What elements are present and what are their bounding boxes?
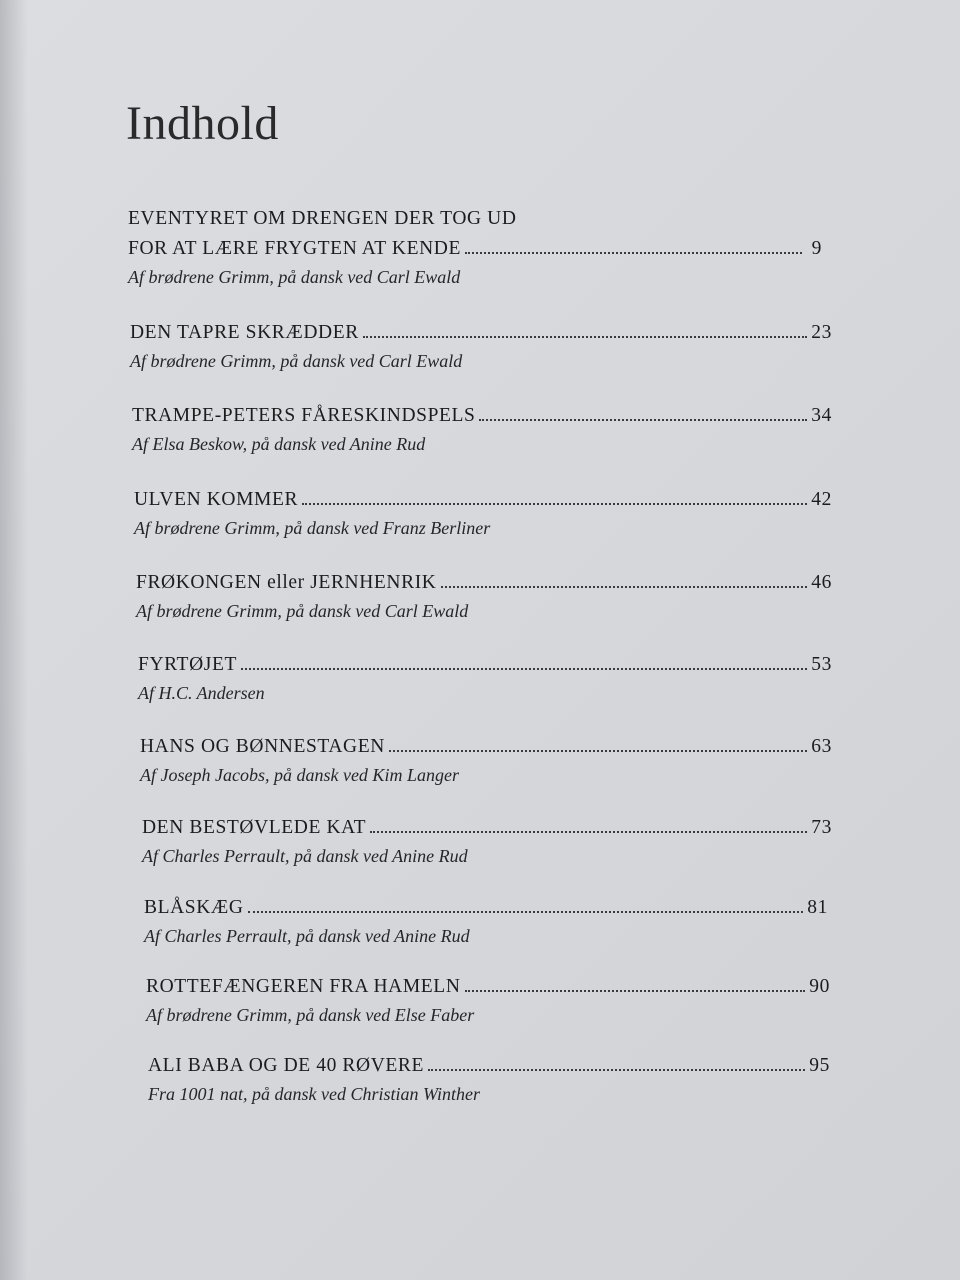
dot-leader — [441, 585, 808, 588]
toc-entry-title-row — [142, 813, 832, 843]
toc-entry-title-row — [128, 234, 822, 264]
toc-entry-byline: Af brødrene Grimm, på dansk ved Else Faber — [146, 1005, 475, 1025]
toc-entry-page-number: 9 — [811, 238, 822, 259]
toc-entry-title: FRØKONGEN eller JERNHENRIK — [136, 572, 437, 593]
toc-entry-byline: Af brødrene Grimm, på dansk ved Franz Berliner — [134, 518, 491, 538]
toc-entry — [148, 1051, 830, 1107]
toc-entry-byline: Af Charles Perrault, på dansk ved Anine Rud — [144, 926, 470, 946]
toc-entry-byline: Af Charles Perrault, på dansk ved Anine Rud — [142, 846, 468, 866]
dot-leader — [479, 418, 807, 421]
dot-leader — [302, 502, 807, 505]
toc-entry-title: ALI BABA OG DE 40 RØVERE — [148, 1055, 425, 1076]
toc-entry — [142, 813, 832, 869]
toc-entry-byline: Af brødrene Grimm, på dansk ved Carl Ewald — [136, 601, 469, 621]
toc-entry-page-number: 42 — [811, 489, 832, 510]
toc-entry-title-row — [132, 401, 832, 431]
toc-entry-page-number: 46 — [811, 572, 832, 593]
toc-entry — [138, 650, 832, 706]
toc-entry — [130, 318, 832, 374]
toc-entry — [144, 893, 828, 949]
toc-entry-page-number: 63 — [811, 736, 832, 757]
toc-entry-title-row — [144, 893, 828, 923]
dot-leader — [241, 667, 807, 670]
dot-leader — [248, 910, 804, 913]
toc-entry-title: TRAMPE-PETERS FÅRESKINDSPELS — [132, 405, 476, 426]
toc-entry-byline: Af Joseph Jacobs, på dansk ved Kim Langer — [140, 765, 459, 785]
toc-entry-byline: Af brødrene Grimm, på dansk ved Carl Ewald — [128, 267, 461, 287]
toc-entry-title: ULVEN KOMMER — [134, 489, 299, 510]
toc-entry-title-row — [130, 318, 832, 348]
toc-entry-title: BLÅSKÆG — [144, 897, 244, 918]
toc-entry-title: ROTTEFÆNGEREN FRA HAMELN — [146, 976, 461, 997]
dot-leader — [370, 830, 807, 833]
toc-entry-title: FYRTØJET — [138, 654, 237, 675]
toc-entry-title-row — [148, 1051, 830, 1081]
dot-leader — [465, 989, 806, 992]
toc-entry-page-number: 90 — [809, 976, 830, 997]
toc-entry-title: FOR AT LÆRE FRYGTEN AT KENDE — [128, 238, 461, 259]
toc-entry — [140, 732, 832, 788]
toc-entry-byline: Fra 1001 nat, på dansk ved Christian Winther — [148, 1084, 480, 1104]
toc-entry-page-number: 23 — [811, 322, 832, 343]
toc-entry-page-number: 81 — [807, 897, 828, 918]
dot-leader — [465, 251, 802, 254]
toc-entry-title-row — [140, 732, 832, 762]
toc-entry-page-number: 53 — [811, 654, 832, 675]
toc-entry-byline: Af Elsa Beskow, på dansk ved Anine Rud — [132, 434, 426, 454]
toc-entry — [136, 568, 832, 624]
toc-entry — [128, 204, 822, 290]
toc-entry-title: DEN BESTØVLEDE KAT — [142, 817, 367, 838]
toc-entry-title-row — [136, 568, 832, 598]
toc-entry — [132, 401, 832, 457]
toc-entry — [134, 485, 832, 541]
toc-entry-title-row — [138, 650, 832, 680]
dot-leader — [428, 1068, 805, 1071]
toc-entry-title: DEN TAPRE SKRÆDDER — [130, 322, 359, 343]
toc-entry-title-line-1: EVENTYRET OM DRENGEN DER TOG UD — [128, 208, 517, 229]
toc-entry-byline: Af brødrene Grimm, på dansk ved Carl Ewald — [130, 351, 463, 371]
toc-entry — [146, 972, 830, 1028]
toc-entry-byline: Af H.C. Andersen — [138, 683, 265, 703]
toc-entry-title-row — [146, 972, 830, 1002]
toc-entry-page-number: 73 — [811, 817, 832, 838]
dot-leader — [363, 335, 807, 338]
page-title: Indhold — [126, 97, 279, 150]
toc-entry-title-row — [134, 485, 832, 515]
toc-entry-page-number: 95 — [809, 1055, 830, 1076]
toc-entry-title: HANS OG BØNNESTAGEN — [140, 736, 385, 757]
dot-leader — [389, 749, 807, 752]
toc-entry-page-number: 34 — [811, 405, 832, 426]
